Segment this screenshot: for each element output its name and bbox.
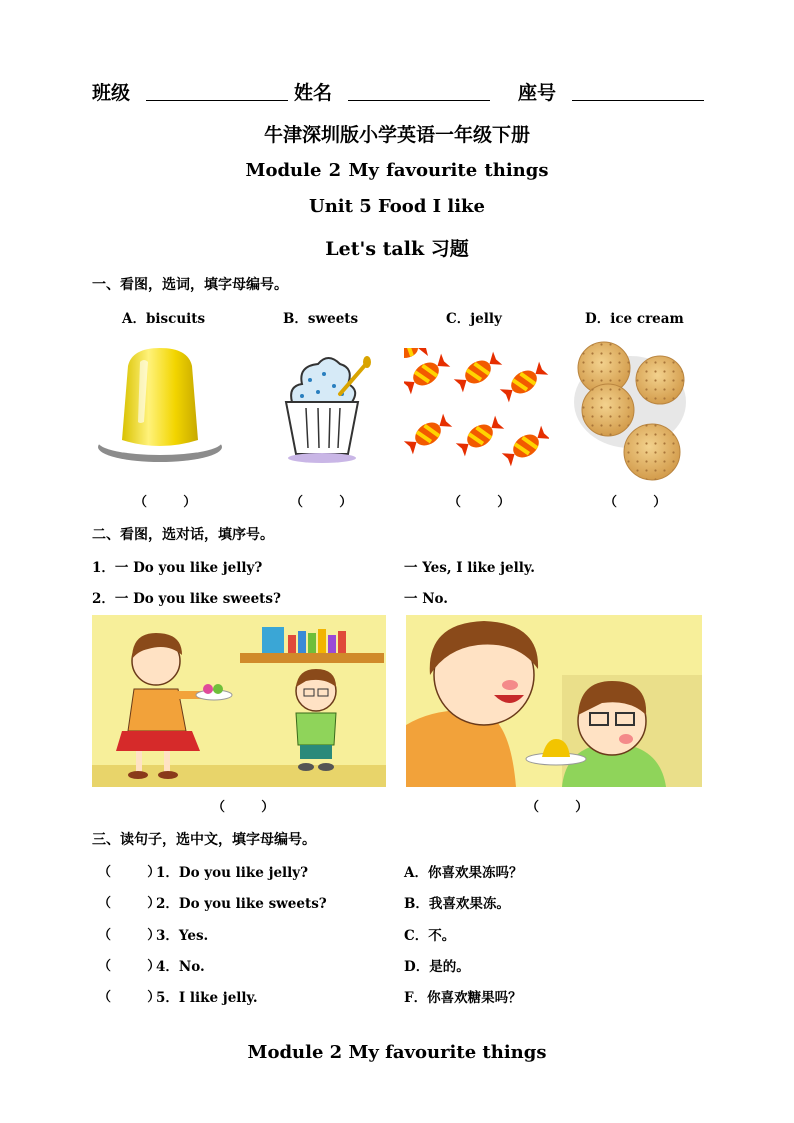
name-label: 姓名: [294, 82, 333, 104]
footer-module-title: Module 2 My favourite things: [247, 1042, 547, 1063]
dialogue-2-question: 2．一 Do you like sweets?: [92, 591, 281, 607]
match-blank-2[interactable]: （ ）: [98, 896, 161, 911]
option-c: C．jelly: [446, 311, 502, 327]
option-d: D．ice cream: [585, 311, 684, 327]
dialogue-1-answer: 一 Yes, I like jelly.: [404, 560, 535, 576]
answer-blank-3[interactable]: （ ）: [448, 495, 511, 510]
scene-answer-blank-2[interactable]: （ ）: [526, 800, 589, 815]
answer-blank-2[interactable]: （ ）: [290, 495, 353, 510]
match-option-2: B．我喜欢果冻。: [404, 896, 510, 912]
match-sentence-2: 2．Do you like sweets?: [156, 896, 327, 912]
name-blank[interactable]: [348, 100, 490, 101]
biscuits-picture: [570, 340, 690, 482]
match-option-1: A．你喜欢果冻吗？: [404, 865, 523, 881]
module-title: Module 2 My favourite things: [245, 160, 549, 181]
unit-title: Unit 5 Food I like: [309, 196, 485, 217]
match-sentence-1: 1．Do you like jelly?: [156, 865, 309, 881]
seat-blank[interactable]: [572, 100, 704, 101]
match-option-5: F．你喜欢糖果吗？: [404, 990, 522, 1006]
match-sentence-3: 3．Yes.: [156, 928, 209, 944]
match-option-3: C．不。: [404, 928, 456, 944]
dialogue-2-answer: 一 No.: [404, 591, 449, 607]
student-info-line: [92, 78, 712, 106]
class-blank[interactable]: [146, 100, 288, 101]
match-option-4: D．是的。: [404, 959, 470, 975]
match-sentence-4: 4．No.: [156, 959, 205, 975]
answer-blank-4[interactable]: （ ）: [604, 495, 667, 510]
scene-answer-blank-1[interactable]: （ ）: [212, 800, 275, 815]
book-title: 牛津深圳版小学英语一年级下册: [263, 124, 530, 146]
option-a: A．biscuits: [122, 311, 206, 327]
match-blank-4[interactable]: （ ）: [98, 959, 161, 974]
scene-picture-1: [92, 615, 386, 787]
jelly-picture: [98, 342, 226, 470]
lesson-title: Let's talk 习题: [325, 238, 469, 260]
class-label: 班级: [92, 82, 131, 104]
ice-cream-picture: [274, 350, 374, 465]
sweets-picture: [404, 348, 549, 473]
section2-heading: 二、看图，选对话，填序号。: [92, 527, 274, 543]
seat-label: 座号: [518, 82, 557, 104]
match-blank-5[interactable]: （ ）: [98, 990, 161, 1005]
answer-blank-1[interactable]: （ ）: [134, 495, 197, 510]
match-sentence-5: 5．I like jelly.: [156, 990, 258, 1006]
section3-heading: 三、读句子，选中文，填字母编号。: [92, 832, 316, 848]
section1-heading: 一、看图，选词，填字母编号。: [92, 277, 288, 293]
scene-picture-2: [406, 615, 702, 787]
dialogue-1-question: 1．一 Do you like jelly?: [92, 560, 263, 576]
match-blank-1[interactable]: （ ）: [98, 865, 161, 880]
match-blank-3[interactable]: （ ）: [98, 928, 161, 943]
option-b: B．sweets: [283, 311, 359, 327]
